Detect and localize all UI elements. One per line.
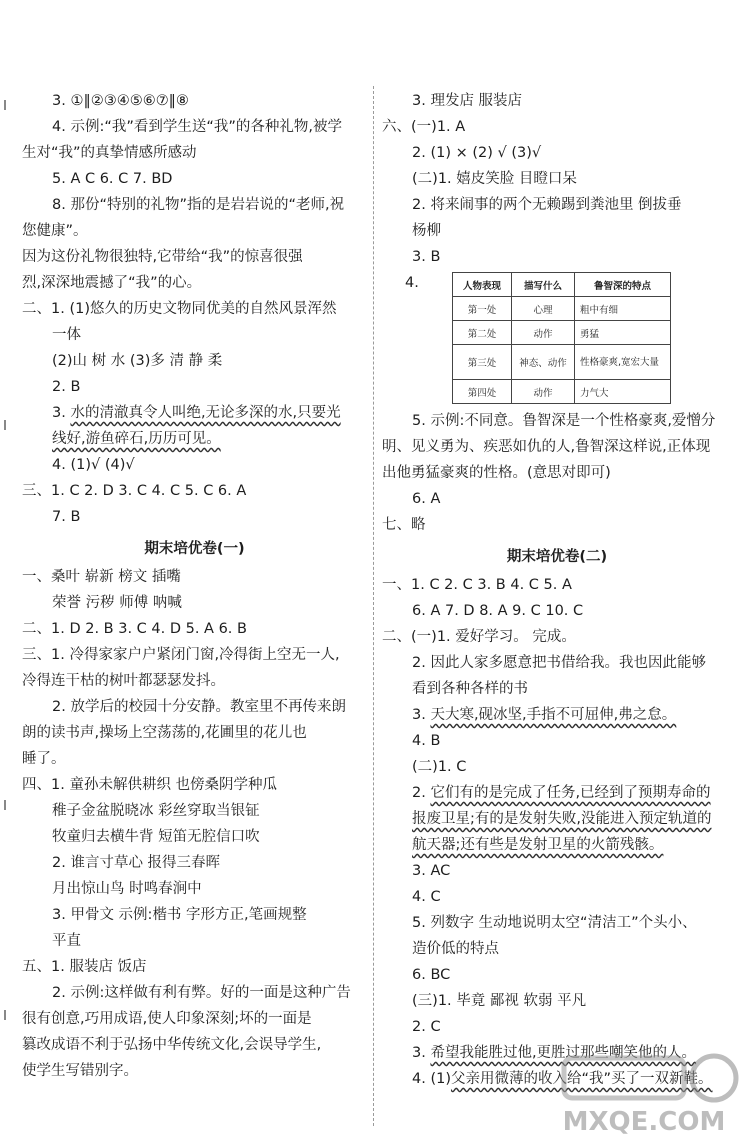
character-analysis-table <box>452 272 671 404</box>
answer-number: 3. <box>52 405 71 421</box>
answer-line: 1. (1)悠久的历史文物同优美的自然风景浑然 <box>51 301 337 317</box>
answer-line: 5. 示例:不同意。鲁智深是一个性格豪爽,爱憎分 <box>412 413 716 429</box>
answer-line: 2. 将来闹事的两个无赖踢到粪池里 倒拔垂 <box>412 197 682 213</box>
answer-line: 睡了。 <box>22 751 66 767</box>
section-label: 二、 <box>22 301 51 317</box>
answer-line: 牧童归去横牛背 短笛无腔信口吹 <box>52 829 260 845</box>
answer-line: 3. 理发店 服装店 <box>412 93 523 109</box>
answer-line: 2. 谁言寸草心 报得三春晖 <box>52 855 221 871</box>
answer-line: 8. 那份“特别的礼物”指的是岩岩说的“老师,祝 <box>52 197 345 213</box>
table-cell: 粗中有细 <box>575 297 671 321</box>
section-label: 二、 <box>22 621 51 637</box>
answer-line: 1. D 2. B 3. C 4. D 5. A 6. B <box>51 621 247 637</box>
exam-title: 期末培优卷(二) <box>506 549 608 565</box>
section-label: 一、 <box>22 569 51 585</box>
answer-line: 6. A 7. D 8. A 9. C 10. C <box>412 603 584 619</box>
section-label: 二、 <box>382 629 411 645</box>
answer-line: 月出惊山鸟 时鸣春涧中 <box>52 881 202 897</box>
table-row <box>453 321 671 345</box>
answer-line: 冷得连干枯的树叶都瑟瑟发抖。 <box>22 673 225 689</box>
table-row <box>453 297 671 321</box>
answer-number: 2. <box>412 785 431 801</box>
answer-line: 3. B <box>412 249 441 265</box>
answer-line: 明、见义勇为、疾恶如仇的人,鲁智深这样说,正体现 <box>382 439 711 455</box>
binding-margin-mark <box>4 100 14 110</box>
answer-number: 3. <box>412 707 431 723</box>
answer-line: 杨柳 <box>412 223 441 239</box>
answer-line: 4. 示例:“我”看到学生送“我”的各种礼物,被学 <box>52 119 342 135</box>
answer-line: 荣誉 污秽 师傅 呐喊 <box>52 595 182 611</box>
answer-line: (三)1. 毕竟 鄙视 软弱 平凡 <box>412 993 587 1009</box>
section-label: 三、 <box>22 647 51 663</box>
table-header-cell: 鲁智深的特点 <box>575 273 671 297</box>
answer-number: 3. <box>412 1045 431 1061</box>
answer-line: 3. 甲骨文 示例:楷书 字形方正,笔画规整 <box>52 907 307 923</box>
section-label: 六、 <box>382 119 411 135</box>
table-row <box>453 380 671 404</box>
table-cell: 动作 <box>512 380 575 404</box>
table-cell: 勇猛 <box>575 321 671 345</box>
answer-line: 1. 童孙未解供耕织 也傍桑阴学种瓜 <box>51 777 278 793</box>
watermark-text: MXQE.COM <box>562 1107 726 1137</box>
answer-line: 一体 <box>52 327 81 343</box>
watermark-shape <box>564 1058 684 1098</box>
answer-line: (二)1. 嬉皮笑脸 目瞪口呆 <box>412 171 577 187</box>
answer-line: 6. A <box>412 491 441 507</box>
answer-number: 4. (1) <box>412 1071 451 1087</box>
table-cell: 神态、动作 <box>512 345 575 380</box>
column-divider <box>373 86 374 1126</box>
right-column <box>382 88 732 1092</box>
answer-line: 5. 列数字 生动地说明太空“清洁工”个头小、 <box>412 915 697 931</box>
section-label: 四、 <box>22 777 51 793</box>
underlined-answer: 报废卫星;有的是发射失败,没能进入预定轨道的 <box>412 811 712 827</box>
underlined-answer: 希望我能胜过他,更胜过那些嘲笑他的人。 <box>430 1045 697 1061</box>
table-cell: 第一处 <box>453 297 512 321</box>
answer-line: 3. ①‖②③④⑤⑥⑦‖⑧ <box>52 93 189 109</box>
answer-line: 很有创意,巧用成语,使人印象深刻;坏的一面是 <box>22 1011 312 1027</box>
answer-line: 5. A C 6. C 7. BD <box>52 171 173 187</box>
answer-line: 朗的读书声,操场上空荡荡的,花圃里的花儿也 <box>22 725 307 741</box>
table-cell: 第二处 <box>453 321 512 345</box>
binding-margin-mark <box>4 1010 14 1020</box>
table-cell: 心理 <box>512 297 575 321</box>
table-header-row <box>453 273 671 297</box>
answer-line: 桑叶 崭新 榜文 插嘴 <box>51 569 181 585</box>
answer-line: 2. 放学后的校园十分安静。教室里不再传来朗 <box>52 699 346 715</box>
answer-line: 稚子金盆脱晓冰 彩丝穿取当银钲 <box>52 803 260 819</box>
answer-line: 4. B <box>412 733 441 749</box>
answer-line: 2. C <box>412 1019 441 1035</box>
answer-line: 因为这份礼物很独特,它带给“我”的惊喜很强 <box>22 249 303 265</box>
exam-title: 期末培优卷(一) <box>144 541 245 557</box>
underlined-answer: 父亲用微薄的收入给“我”买了一双新鞋。 <box>450 1071 713 1087</box>
answer-line: 1. C 2. D 3. C 4. C 5. C 6. A <box>51 483 247 499</box>
section-label: 七、 <box>382 517 411 533</box>
answer-line: 2. B <box>52 379 81 395</box>
table-header-cell: 人物表现 <box>453 273 512 297</box>
answer-line: 平直 <box>52 933 81 949</box>
underlined-answer: 线好,游鱼碎石,历历可见。 <box>52 431 221 447</box>
answer-line: 1. 服装店 饭店 <box>51 959 147 975</box>
answer-line: 您健康”。 <box>22 223 88 239</box>
table-cell: 性格豪爽,宽宏大量 <box>575 345 671 380</box>
binding-margin-mark <box>4 800 14 810</box>
underlined-answer: 它们有的是完成了任务,已经到了预期寿命的 <box>430 785 711 801</box>
answer-line: 1. C 2. C 3. B 4. C 5. A <box>411 577 572 593</box>
table-header-cell: 描写什么 <box>512 273 575 297</box>
answer-number: 4. <box>405 275 419 291</box>
binding-margin-mark <box>4 420 14 430</box>
watermark-graphic <box>544 1048 744 1138</box>
answer-line: (2)山 树 水 (3)多 清 静 柔 <box>52 353 223 369</box>
answer-line: 生对“我”的真挚情感所感动 <box>22 145 197 161</box>
answer-line: 3. AC <box>412 863 451 879</box>
answer-line: 看到各种各样的书 <box>412 681 528 697</box>
answer-line: 造价低的特点 <box>412 941 499 957</box>
table-cell: 第四处 <box>453 380 512 404</box>
watermark-circle <box>692 1056 736 1100</box>
answer-line: 7. B <box>52 509 81 525</box>
answer-line: 6. BC <box>412 967 451 983</box>
answer-line: 2. 示例:这样做有利有弊。好的一面是这种广告 <box>52 985 351 1001</box>
answer-line: 2. (1) × (2) √ (3)√ <box>412 145 542 161</box>
answer-line: 出他勇猛豪爽的性格。(意思对即可) <box>382 465 611 481</box>
answer-line: 使学生写错别字。 <box>22 1063 138 1079</box>
table-cell: 力气大 <box>575 380 671 404</box>
answer-line: 篡改成语不利于弘扬中华传统文化,会误导学生, <box>22 1037 322 1053</box>
answer-line: 1. 冷得家家户户紧闭门窗,冷得街上空无一人, <box>51 647 340 663</box>
answer-line: (一)1. A <box>411 119 466 135</box>
answer-line: 烈,深深地震撼了“我”的心。 <box>22 275 202 291</box>
answer-line: (二)1. C <box>412 759 467 775</box>
underlined-answer: 天大寒,砚冰坚,手指不可屈伸,弗之怠。 <box>430 707 677 723</box>
section-label: 三、 <box>22 483 51 499</box>
underlined-answer: 航天器;还有些是发射卫星的火箭残骸。 <box>412 837 664 853</box>
answer-line: 略 <box>411 517 426 533</box>
answer-line: 2. 因此人家多愿意把书借给我。我也因此能够 <box>412 655 706 671</box>
table-row <box>453 345 671 380</box>
watermark-logo <box>544 1048 744 1138</box>
left-column <box>22 88 367 1084</box>
section-label: 一、 <box>382 577 411 593</box>
table-cell: 第三处 <box>453 345 512 380</box>
answer-line: 4. C <box>412 889 441 905</box>
section-label: 五、 <box>22 959 51 975</box>
answer-line: (一)1. 爱好学习。 完成。 <box>411 629 576 645</box>
table-cell: 动作 <box>512 321 575 345</box>
answer-line: 4. (1)√ (4)√ <box>52 457 135 473</box>
underlined-answer: 水的清澈真令人叫绝,无论多深的水,只要光 <box>70 405 341 421</box>
